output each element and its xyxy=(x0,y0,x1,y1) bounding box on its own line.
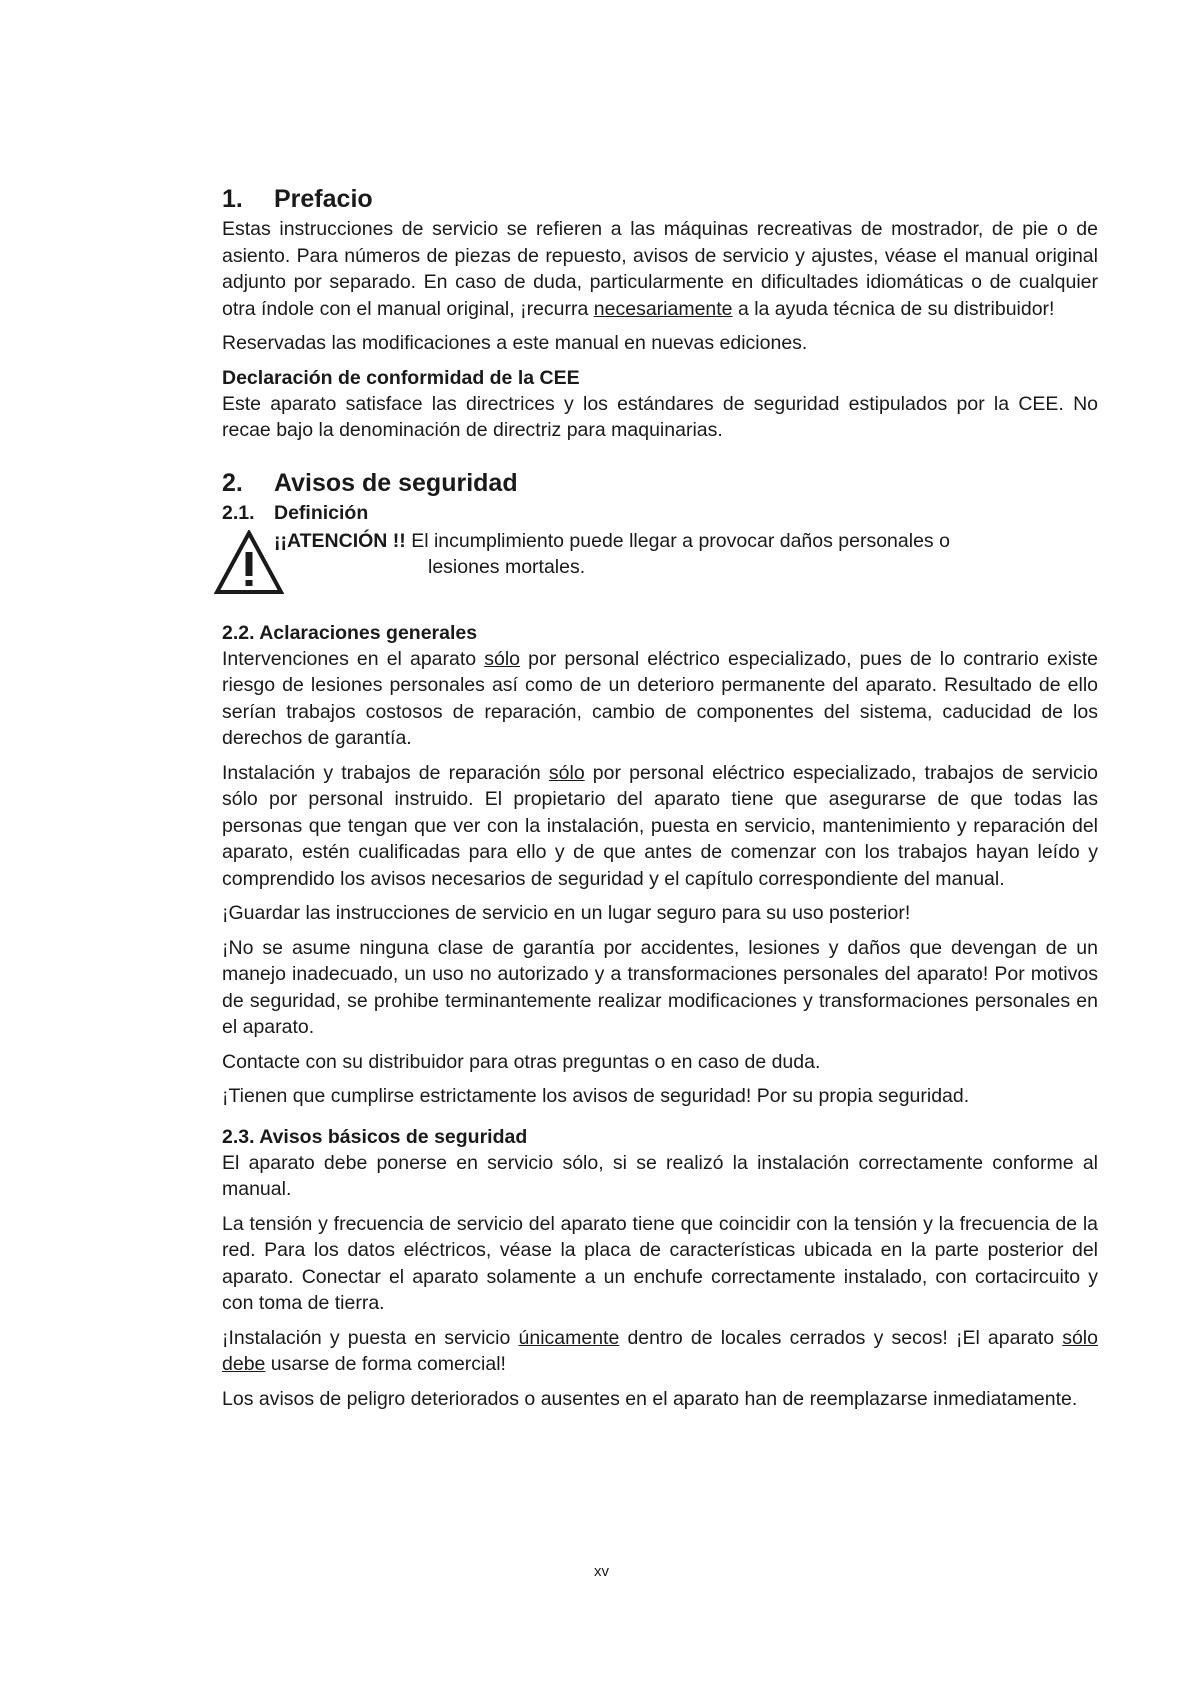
warning-label: ¡¡ATENCIÓN !! xyxy=(274,529,406,552)
general-paragraph-2 xyxy=(222,760,1098,893)
preface-text-a: Estas instrucciones de servicio se refieren a las máquinas recreativas de mostrador, de pie o de asiento. Para números de piezas de repuesto, avisos de servicio y ajustes, véase el manual original adjunto por separado. En caso de duda, particularmente en dificultades idiomáticas o de cualquier otra índole con el manual original, ¡recurra xyxy=(222,218,1098,320)
basic-paragraph-3 xyxy=(222,1325,1098,1378)
general-heading: 2.2. Aclaraciones generales xyxy=(222,621,478,644)
warning-text xyxy=(274,528,1098,555)
definition-number: 2.1. xyxy=(222,501,255,524)
basic-paragraph-4: Los avisos de peligro deteriorados o ausentes en el aparato han de reemplazarse inmediatamente. xyxy=(222,1387,1078,1410)
cee-paragraph: Este aparato satisface las directrices y los estándares de seguridad estipulados por la CEE. No recae bajo la denominación de directriz para maquinarias. xyxy=(222,392,1098,441)
page-number: xv xyxy=(594,1563,609,1580)
definition-heading xyxy=(222,500,1098,526)
general-1-underlined: sólo xyxy=(484,647,520,670)
general-paragraph-4: ¡No se asume ninguna clase de garantía por accidentes, lesiones y daños que devengan de un manejo inadecuado, un uso no autorizado y a transformaciones personales del aparato! Por motivos de seguridad, se prohibe terminantemente realizar modificaciones y transformaciones personales en el aparato. xyxy=(222,936,1098,1038)
warning-block xyxy=(222,528,1098,610)
general-2-text-b: por personal eléctrico especializado, trabajos de servicio sólo por personal instruido. El propietario del aparato tiene que asegurarse de que todas las personas que tengan que ver con la instalación, puesta en servicio, mantenimiento y reparación del aparato, estén cualificadas para ello y de que antes de comenzar con los trabajos hayan leído y comprendido los avisos necesarios de seguridad y el capítulo correspondiente del manual. xyxy=(222,761,1098,890)
warning-text-line2: lesiones mortales. xyxy=(428,555,586,578)
section-2-heading xyxy=(222,468,1098,498)
preface-text-b: a la ayuda técnica de su distribuidor! xyxy=(732,297,1055,320)
modifications-paragraph: Reservadas las modificaciones a este manual en nuevas ediciones. xyxy=(222,332,808,354)
preface-underlined: necesariamente xyxy=(593,297,733,320)
general-2-text-a: Instalación y trabajos de reparación xyxy=(222,761,549,784)
general-2-underlined: sólo xyxy=(548,761,585,784)
basic-3-text-b: dentro de locales cerrados y secos! ¡El aparato xyxy=(619,1326,1063,1349)
section-1-title: Prefacio xyxy=(274,185,373,213)
section-2-number: 2. xyxy=(222,468,243,497)
section-2-title: Avisos de seguridad xyxy=(274,468,518,497)
general-paragraph-6: ¡Tienen que cumplirse estrictamente los avisos de seguridad! Por su propia seguridad. xyxy=(222,1085,970,1107)
basic-3-text-c: usarse de forma comercial! xyxy=(265,1353,506,1375)
warning-message: El incumplimiento puede llegar a provocar daños personales o xyxy=(405,529,950,552)
general-1-text-b: por personal eléctrico especializado, pues de lo contrario existe riesgo de lesiones personales así como de un deterioro permanente del aparato. Resultado de ello serían trabajos costosos de reparación, cambio de componentes del sistema, caducidad de los derechos de garantía. xyxy=(222,647,1098,749)
basic-paragraph-1: El aparato debe ponerse en servicio sólo, si se realizó la instalación correctamente conforme al manual. xyxy=(222,1151,1098,1200)
general-paragraph-5: Contacte con su distribuidor para otras preguntas o en caso de duda. xyxy=(222,1050,821,1073)
definition-title: Definición xyxy=(274,501,369,524)
basic-3-text-a: ¡Instalación y puesta en servicio xyxy=(222,1326,519,1349)
general-1-text-a: Intervenciones en el aparato xyxy=(222,647,485,670)
section-1-heading xyxy=(222,184,1098,214)
general-paragraph-3: ¡Guardar las instrucciones de servicio en un lugar seguro para su uso posterior! xyxy=(222,902,911,924)
document-page xyxy=(222,184,1098,1420)
basic-3-underlined-1: únicamente xyxy=(518,1326,620,1349)
basic-3-underlined-2: sólo debe xyxy=(222,1326,1098,1375)
section-1-number: 1. xyxy=(222,185,243,213)
basic-safety-heading: 2.3. Avisos básicos de seguridad xyxy=(222,1125,528,1148)
cee-heading: Declaración de conformidad de la CEE xyxy=(222,366,580,389)
preface-paragraph xyxy=(222,216,1098,322)
basic-paragraph-2: La tensión y frecuencia de servicio del aparato tiene que coincidir con la tensión y la frecuencia de la red. Para los datos eléctricos, véase la placa de características ubicada en la parte posterior del aparato. Conectar el aparato solamente a un enchufe correctamente instalado, con cortacircuito y con toma de tierra. xyxy=(222,1212,1098,1314)
general-paragraph-1 xyxy=(222,646,1098,752)
